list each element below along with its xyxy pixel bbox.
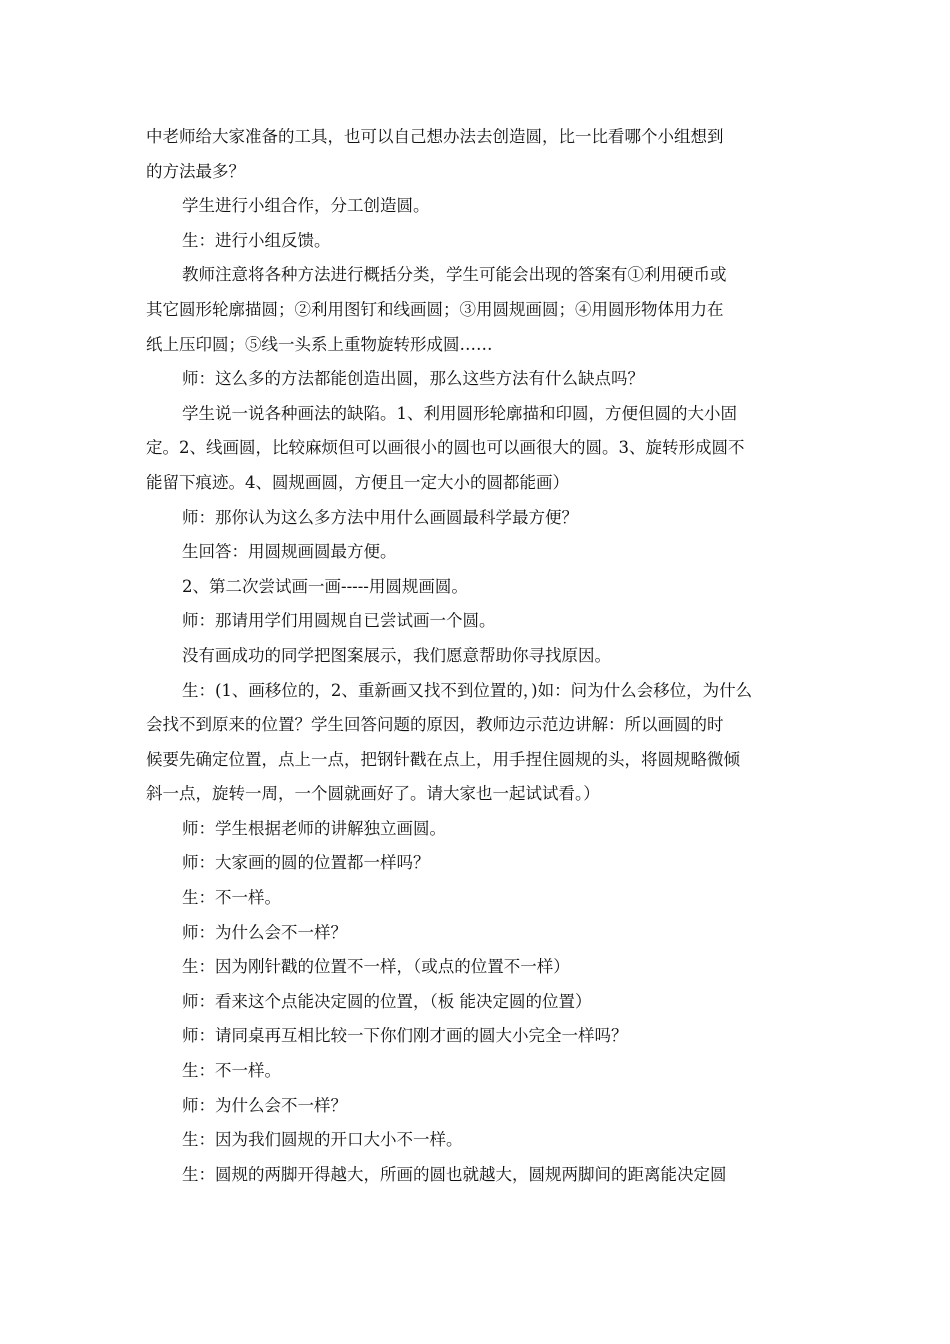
text-line: 师：为什么会不一样？ [182,1095,347,1115]
text-line: 中老师给大家准备的工具，也可以自己想办法去创造圆，比一比看哪个小组想到 [146,127,724,146]
text-line: 生：因为刚针戳的位置不一样，（或点的位置不一样） [182,957,570,977]
text-line: 其它圆形轮廓描圆；②利用图钉和线画圆；③用圆规画圆；④用圆形物体用力在 [146,299,724,319]
text-line: 师：那请用学们用圆规自已尝试画一个圆。 [182,611,496,631]
text-line: 师：学生根据老师的讲解独立画圆。 [182,818,446,838]
text-line: 会找不到原来的位置？学生回答问题的原因，教师边示范边讲解：所以画圆的时 [146,715,724,735]
text-line: 生：不一样。 [182,1061,281,1081]
document-body [146,120,810,1192]
text-line: 能留下痕迹。4、圆规画圆，方便且一定大小的圆都能画） [146,472,569,492]
text-line: 生：不一样。 [182,888,281,908]
text-line: 师：请同桌再互相比较一下你们刚才画的圆大小完全一样吗？ [182,1026,628,1046]
text-line: 生：进行小组反馈。 [182,230,331,250]
text-line: 师：为什么会不一样？ [182,922,347,942]
text-line: 候要先确定位置，点上一点，把钢针戳在点上，用手捏住圆规的头，将圆规略微倾 [146,749,740,769]
text-line: 师：大家画的圆的位置都一样吗？ [182,853,430,873]
text-line: 生：圆规的两脚开得越大，所画的圆也就越大，圆规两脚间的距离能决定圆 [182,1164,727,1184]
text-line: 定。2、线画圆，比较麻烦但可以画很小的圆也可以画很大的圆。3、旋转形成圆不 [146,438,745,458]
text-line: 纸上压印圆；⑤线一头系上重物旋转形成圆…… [146,334,493,354]
text-line: 生：因为我们圆规的开口大小不一样。 [182,1130,463,1150]
text-line: 斜一点，旋转一周，一个圆就画好了。请大家也一起试试看。） [146,784,600,804]
text-line: 学生进行小组合作，分工创造圆。 [182,196,430,216]
text-line: 2、第二次尝试画一画-----用圆规画圆。 [182,576,468,596]
text-line: 生：(1、画移位的，2、重新画又找不到位置的，)如：问为什么会移位，为什么 [182,680,753,700]
text-line: 没有画成功的同学把图案展示，我们愿意帮助你寻找原因。 [182,645,611,665]
text-line: 的方法最多？ [146,161,245,181]
text-line: 师：那你认为这么多方法中用什么画圆最科学最方便？ [182,507,578,527]
text-line: 学生说一说各种画法的缺陷。1、利用圆形轮廓描和印圆，方便但圆的大小固 [182,403,737,423]
text-line: 师：这么多的方法都能创造出圆，那么这些方法有什么缺点吗？ [182,369,644,389]
text-line: 教师注意将各种方法进行概括分类，学生可能会出现的答案有①利用硬币或 [182,265,727,285]
text-line: 师：看来这个点能决定圆的位置，（板 能决定圆的位置） [182,991,592,1011]
text-line: 生回答：用圆规画圆最方便。 [182,542,397,562]
